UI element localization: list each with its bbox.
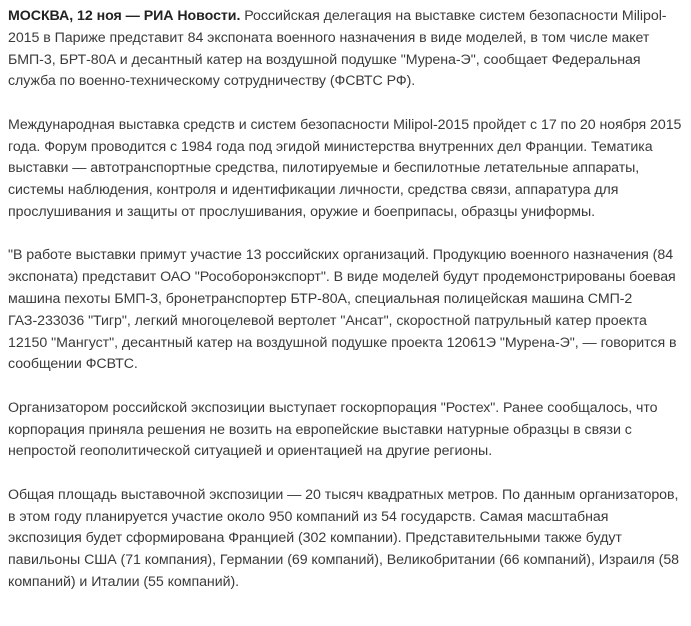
paragraph-1 bbox=[8, 6, 684, 93]
paragraph-4: Организатором российской экспозиции выступает госкорпорация "Ростех". Ранее сообщалось, что корпорация приняла решения не возить на европейские выставки натурные образцы в связи с непростой геополитической ситуацией и ориентацией на другие регионы. bbox=[8, 399, 658, 460]
paragraph-5: Общая площадь выставочной экспозиции — 20 тысяч квадратных метров. По данным организаторов, в этом году планируется участие около 950 компаний из 54 государств. Самая масштабная экспозиция будет сформирована Францией (302 компании). Представительными также будут павильоны США (71 компания), Германии (69 компаний), Великобритании (66 компаний), Израиля (58 компаний) и Италии (55 компаний). bbox=[8, 486, 679, 590]
article-body bbox=[8, 6, 684, 615]
dateline: МОСКВА, 12 ноя — РИА Новости. bbox=[8, 8, 241, 24]
paragraph-2: Международная выставка средств и систем безопасности Milipol-2015 пройдет с 17 по 20 ноября 2015 года. Форум проводится с 1984 года под эгидой министерства внутренних дел Франции. Тематика выставки — автотранспортные средства, пилотируемые и беспилотные летательные аппараты, системы наблюдения, контроля и идентификации личности, средства связи, аппаратура для прослушивания и защиты от прослушивания, оружие и боеприпасы, образцы униформы. bbox=[8, 116, 682, 220]
paragraph-3: "В работе выставки примут участие 13 российских организаций. Продукцию военного назначения (84 экспоната) представит ОАО "Рособоронэкспорт". В виде моделей будут продемонстрированы боевая машина пехоты БМП-3, бронетранспортер БТР-80А, специальная полицейская машина СМП-2 ГАЗ-233036 "Тигр", легкий многоцелевой вертолет "Ансат", скоростной патрульный катер проекта 12150 "Мангуст", десантный катер на воздушной подушке проекта 12061Э "Мурена-Э", — говорится в сообщении ФСВТС. bbox=[8, 247, 677, 373]
paragraph-1-text: Российская делегация на выставке систем безопасности Milipol-2015 в Париже представит 84 экспоната военного назначения в виде моделей, в том числе макет БМП-3, БРТ-80А и десантный катер на воздушной подушке "Мурена-Э", сообщает Федеральная служба по военно-техническому сотрудничеству (ФСВТС РФ). bbox=[8, 8, 667, 90]
